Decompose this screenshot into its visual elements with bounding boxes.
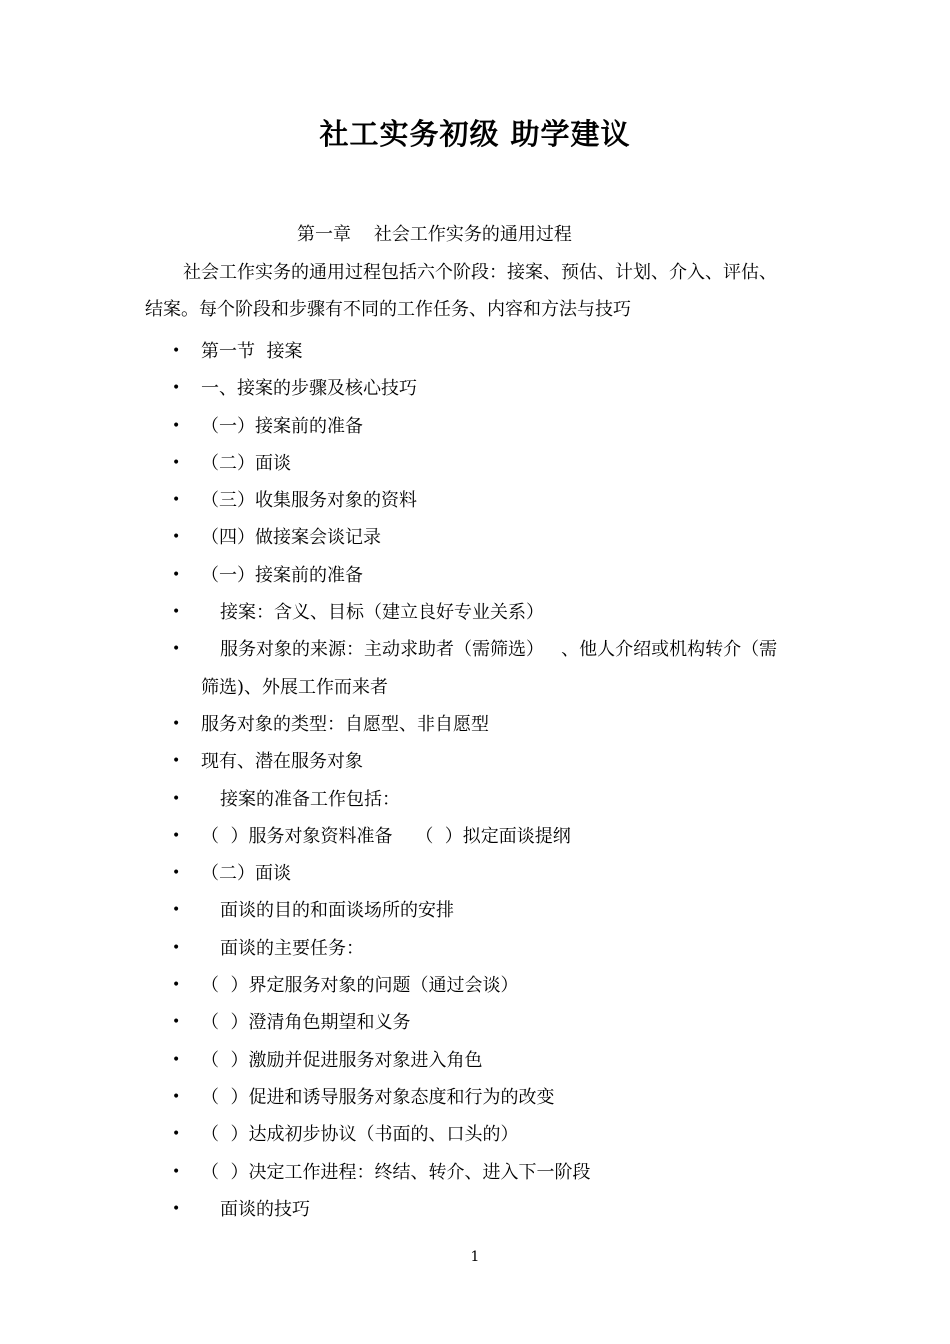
bullet-icon: •	[172, 566, 181, 583]
list-item	[0, 1004, 950, 1041]
list-item	[0, 818, 950, 855]
list-item-text: （二）面谈	[201, 452, 291, 474]
bullet-icon: •	[172, 604, 181, 621]
list-item	[0, 855, 950, 892]
document-title: 社工实务初级 助学建议	[319, 117, 631, 151]
list-item	[0, 445, 950, 482]
list-item	[0, 408, 950, 445]
list-item	[0, 557, 950, 594]
list-item-text: 现有、潜在服务对象	[201, 751, 363, 773]
list-item-text: （ ）澄清角色期望和义务	[201, 1012, 411, 1034]
bullet-icon: •	[172, 715, 181, 732]
bullet-icon: •	[172, 380, 181, 397]
bullet-icon: •	[172, 1126, 181, 1143]
list-item-text: 面谈的主要任务：	[220, 937, 364, 959]
list-item	[0, 1116, 950, 1153]
bullet-icon: •	[172, 865, 181, 882]
list-item-text: （三）收集服务对象的资料	[201, 490, 417, 512]
list-item-text: （ ）达成初步协议（书面的、口头的）	[201, 1124, 519, 1146]
bullet-icon: •	[172, 641, 181, 658]
intro-paragraph-line-2: 结案。每个阶段和步骤有不同的工作任务、内容和方法与技巧	[145, 299, 631, 320]
list-item	[0, 1042, 950, 1079]
bullet-icon: •	[172, 790, 181, 807]
list-item-text: 面谈的技巧	[220, 1198, 310, 1220]
list-item	[0, 930, 950, 967]
list-item	[0, 594, 950, 631]
bullet-icon: •	[172, 753, 181, 770]
list-item	[0, 370, 950, 407]
list-item	[0, 781, 950, 818]
list-item	[0, 519, 950, 556]
list-item-text: 接案的准备工作包括：	[220, 788, 400, 810]
list-item	[0, 1191, 950, 1228]
bullet-list	[0, 333, 950, 1228]
list-item-text: 服务对象的类型：自愿型、非自愿型	[201, 713, 489, 735]
list-item	[0, 1079, 950, 1116]
list-item-text: （二）面谈	[201, 863, 291, 885]
list-item-text: （ ）激励并促进服务对象进入角色	[201, 1049, 483, 1071]
list-item	[0, 743, 950, 780]
list-item	[0, 706, 950, 743]
list-item-text: 面谈的目的和面谈场所的安排	[220, 900, 454, 922]
bullet-icon: •	[172, 1051, 181, 1068]
bullet-icon: •	[172, 529, 181, 546]
list-item	[0, 1154, 950, 1191]
chapter-heading: 第一章 社会工作实务的通用过程	[297, 224, 572, 245]
bullet-icon: •	[172, 1200, 181, 1217]
list-item-text: （一）接案前的准备	[201, 415, 363, 437]
list-item-text: 第一节 接案	[201, 341, 303, 362]
bullet-icon: •	[172, 417, 181, 434]
bullet-icon: •	[172, 1088, 181, 1105]
bullet-icon: •	[172, 1163, 181, 1180]
list-item-text: 一、接案的步骤及核心技巧	[201, 378, 417, 400]
page-number: 1	[470, 1249, 480, 1265]
intro-paragraph-line-1: 社会工作实务的通用过程包括六个阶段：接案、预估、计划、介入、评估、	[183, 262, 777, 283]
bullet-icon: •	[172, 492, 181, 509]
bullet-icon: •	[172, 454, 181, 471]
list-item-text: （ ）服务对象资料准备 （ ）拟定面谈提纲	[201, 825, 571, 847]
list-item-text: （ ）界定服务对象的问题（通过会谈）	[201, 975, 519, 997]
list-item-text: （ ）决定工作进程：终结、转介、进入下一阶段	[201, 1161, 591, 1183]
list-item	[0, 333, 950, 370]
list-item	[0, 631, 950, 706]
list-item	[0, 967, 950, 1004]
bullet-icon: •	[172, 827, 181, 844]
list-item-text: 服务对象的来源：主动求助者（需筛选） 、他人介绍或机构转介（需	[220, 639, 778, 661]
list-item	[0, 892, 950, 929]
bullet-icon: •	[172, 977, 181, 994]
list-item	[0, 482, 950, 519]
bullet-icon: •	[172, 939, 181, 956]
list-item-text: （一）接案前的准备	[201, 564, 363, 586]
bullet-icon: •	[172, 902, 181, 919]
list-item-text: （四）做接案会谈记录	[201, 527, 381, 549]
list-item-continuation: 筛选)、外展工作而来者	[201, 676, 389, 698]
bullet-icon: •	[172, 343, 181, 359]
list-item-text: 接案：含义、目标（建立良好专业关系）	[220, 602, 544, 624]
list-item-text: （ ）促进和诱导服务对象态度和行为的改变	[201, 1086, 555, 1108]
bullet-icon: •	[172, 1014, 181, 1031]
